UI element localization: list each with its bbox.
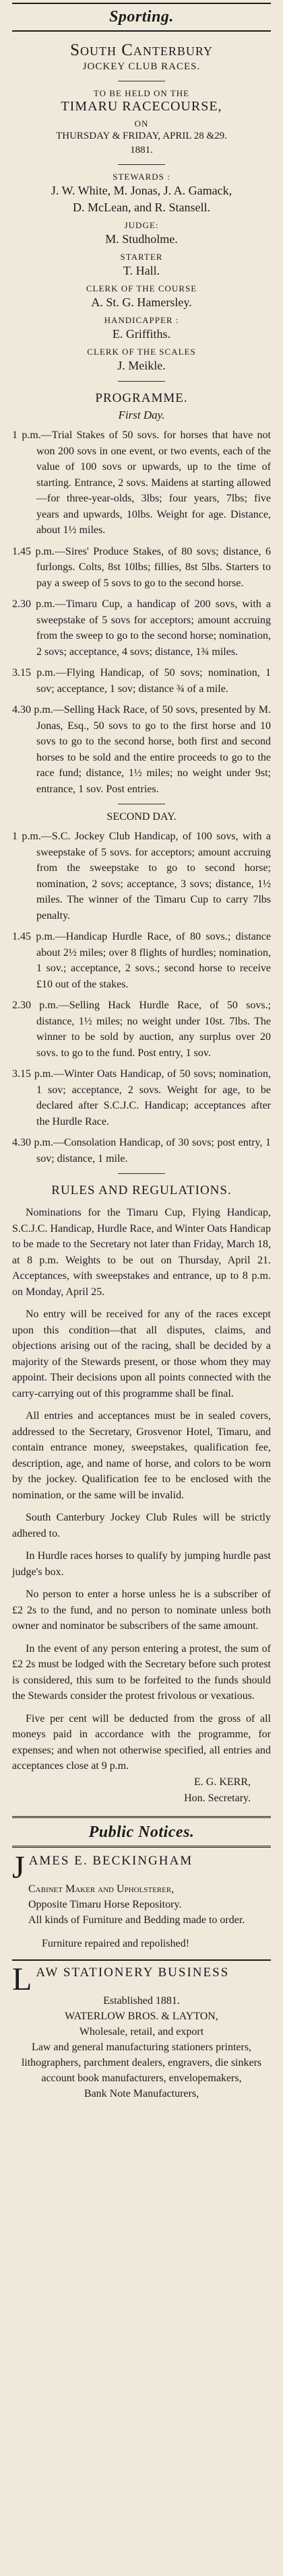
advert-beckingham <box>12 1849 271 1951</box>
rules-paragraphs <box>12 1205 271 1774</box>
rule-paragraph: In Hurdle races horses to qualify by jumping hurdle past judge's box. <box>12 1550 271 1578</box>
race-entry: 4.30 p.m.—Selling Hack Race, of 50 sovs, presented by M. Jonas, Esq., 50 sovs to go to the first horse and 10 sovs to go to the second horse, both first and second horses to be sold and the entire proceeds to go to the race fund; distance, 1½ miles; no weight under 9st; entrance, 1 sov. Post entries. <box>12 704 271 795</box>
advert-name: AMES E. BECKINGHAM <box>28 1853 193 1868</box>
advert-body <box>12 1993 271 2101</box>
race-entry: 3.15 p.m.—Flying Handicap, of 50 sovs; nomination, 1 sov; acceptance, 1 sov; distance ¾ of a mile. <box>12 667 271 695</box>
second-day-title: SECOND DAY. <box>106 811 177 823</box>
advert-line: All kinds of Furniture and Bedding made to order. <box>28 1914 245 1926</box>
advert-waterlow <box>12 1961 271 2101</box>
first-day-races <box>12 427 271 797</box>
advert-line: Established 1881. <box>103 1994 180 2007</box>
advert-line: Law and general manufacturing stationers printers, lithographers, parchment dealers, engravers, die sinkers account book manufacturers, envelopemakers, <box>21 2041 262 2084</box>
club-name: South Canterbury <box>70 41 213 59</box>
advert-divider <box>12 1959 271 1961</box>
held-on: TO BE HELD ON THE <box>93 88 190 98</box>
rule-paragraph: Nominations for the Timaru Cup, Flying Handicap, S.C.J.C. Handicap, Hurdle Race, and Winter Oats Handicap to be made to the Secretary not later than Friday, March 18, at 8 p.m. Weights to be out on Thursday, April 21. Acceptances, with sweepstakes and entrance, up to 8 p.m. on Monday, April 25. <box>12 1207 271 1298</box>
race-entry: 3.15 p.m.—Winter Oats Handicap, of 50 sovs; nomination, 1 sov; acceptance, 2 sovs. Weight for age, to be declared after S.C.J.C. Handicap; acceptances after the Hurdle Race. <box>12 1068 271 1127</box>
drop-cap: L <box>12 1961 32 1997</box>
venue: TIMARU RACECOURSE, <box>61 99 222 114</box>
clerk-course-label: CLERK OF THE COURSE <box>86 283 197 293</box>
advert-line: Bank Note Manufacturers, <box>84 2087 199 2099</box>
programme-title: PROGRAMME. <box>95 391 188 405</box>
rule-paragraph: South Canterbury Jockey Club Rules will be strictly adhered to. <box>12 1512 271 1539</box>
section-title-public-notices: Public Notices. <box>88 1823 195 1841</box>
club-subtitle: JOCKEY CLUB RACES. <box>82 61 201 72</box>
short-rule <box>118 1173 164 1174</box>
double-rule <box>12 1816 271 1818</box>
race-entry: 2.30 p.m.—Timaru Cup, a handicap of 200 sovs, with a sweepstake of 5 sovs for acceptors; amount accruing from the sweep to go to the second horse; nomination, 2 sovs; acceptance, 4 sovs; distance, 1¾ miles. <box>12 598 271 658</box>
clerk-scales-label: CLERK OF THE SCALES <box>87 347 196 357</box>
race-dates: THURSDAY & FRIDAY, APRIL 28 &29. <box>56 131 227 141</box>
stewards-line-1: J. W. White, M. Jonas, J. A. Gamack, <box>51 184 232 197</box>
section-rule <box>12 30 271 32</box>
officials <box>12 172 271 374</box>
stewards-label: STEWARDS : <box>113 172 170 182</box>
short-rule <box>118 381 164 382</box>
rule-paragraph: No entry will be received for any of the races except upon this condition—that all disputes, claims, and objections arising out of the racing, shall be decided by a majority of the Stewards present, or those whom they may appoint. Their decisions upon all points connected with the carry-carrying out of this programme shall be final. <box>12 1309 271 1399</box>
judge-name: M. Studholme. <box>105 232 178 246</box>
starter-label: STARTER <box>120 252 163 262</box>
stewards-line-2: D. McLean, and R. Stansell. <box>73 201 210 214</box>
race-entry: 1.45 p.m.—Sires' Produce Stakes, of 80 sovs; distance, 6 furlongs. Colts, 8st 10lbs; fillies, 8st 5lbs. Starters to pay a sweep of 5 sovs to go to the second horse. <box>12 545 271 589</box>
starter-name: T. Hall. <box>123 264 160 277</box>
advert-body <box>12 1881 271 1951</box>
clerk-scales-name: J. Meikle. <box>117 359 166 372</box>
race-entry: 1 p.m.—S.C. Jockey Club Handicap, of 100 sovs, with a sweepstake of 5 sovs. for acceptors; amount accruing from the sweepstake to go to second horse; nomination, 2 sovs; acceptance, 3 sovs; distance, 1½ miles. The winner of the Timaru Cup to carry 7lbs penalty. <box>12 831 271 921</box>
handicapper-label: HANDICAPPER : <box>104 315 179 325</box>
advert-line: Opposite Timaru Horse Repository. <box>28 1898 182 1910</box>
secretary-title: Hon. Secretary. <box>184 1792 251 1804</box>
advert-line: Cabinet Maker and Upholsterer, <box>28 1883 175 1895</box>
rule-paragraph: No person to enter a horse unless he is a subscriber of £2 2s to the fund, and no person to nominate unless both owner and nominator be subscribers of the same amount. <box>12 1589 271 1632</box>
second-day-races <box>12 829 271 1167</box>
advert-line: Furniture repaired and repolished! <box>42 1937 190 1949</box>
race-notice-header <box>12 41 271 165</box>
advert-name: AW STATIONERY BUSINESS <box>36 1965 230 1980</box>
advert-line: Wholesale, retail, and export <box>79 2025 204 2038</box>
race-entry: 4.30 p.m.—Consolation Handicap, of 30 sovs; post entry, 1 sov; distance, 1 mile. <box>12 1137 271 1164</box>
rule-paragraph: Five per cent will be deducted from the gross of all moneys paid in accordance with the programme, for expenses; and when not otherwise specified, all entries and acceptances close at 9 p.m. <box>12 1712 271 1772</box>
race-entry: 1.45 p.m.—Handicap Hurdle Race, of 80 sovs.; distance about 2½ miles; over 8 flights of hurdles; nomination, 1 sov.; acceptance, 2 sovs.; second horse to receive £10 out of the stakes. <box>12 931 271 990</box>
race-entry: 2.30 p.m.—Selling Hack Hurdle Race, of 50 sovs.; distance, 1½ miles; no weight under 10st. 7lbs. The winner to be sold by auction, any surplus over 20 sovs. to go to the fund. Post entry, 1 sov. <box>12 1000 271 1059</box>
first-day-title: First Day. <box>118 409 165 421</box>
rule-paragraph: In the event of any person entering a protest, the sum of £2 2s must be lodged with the Secretary before such protest is considered, this sum to be forfeited to the funds should the Stewards consider the protest frivolous or vexatious. <box>12 1642 271 1702</box>
race-year: 1881. <box>130 145 153 155</box>
double-rule <box>12 1846 271 1848</box>
programme-header <box>12 391 271 422</box>
clerk-course-name: A. St. G. Hamersley. <box>91 295 192 309</box>
drop-cap: J <box>12 1849 25 1885</box>
race-entry: 1 p.m.—Trial Stakes of 50 sovs. for horses that have not won 200 sovs in one event, or two events, each of the value of 100 sovs or upwards, up to the time of starting. Entrance, 2 sovs. Maidens at starting allowed—for three-year-olds, 3lbs; four years, 7lbs; five years and upwards, 10lbs. Weight for age. Distance, about 1½ miles. <box>12 429 271 536</box>
advert-line: WATERLOW BROS. & LAYTON, <box>65 2010 218 2022</box>
rules-title: RULES AND REGULATIONS. <box>51 1183 232 1197</box>
rule-paragraph: All entries and acceptances must be in sealed covers, addressed to the Secretary, Grosvenor Hotel, Timaru, and contain entrance money, sweepstakes, qualification fee, description, age, and name of horse, and colors to be worn by the jockey. Qualification fee to be enclosed with the nomination, or the same will be invalid. <box>12 1410 271 1501</box>
judge-label: JUDGE: <box>124 220 159 230</box>
on-word: ON <box>134 118 149 129</box>
short-rule <box>118 164 164 165</box>
top-rule <box>12 3 271 4</box>
secretary-name: E. G. KERR, <box>194 1776 251 1788</box>
handicapper-name: E. Griffiths. <box>112 327 171 341</box>
section-title-sporting: Sporting. <box>109 8 174 26</box>
